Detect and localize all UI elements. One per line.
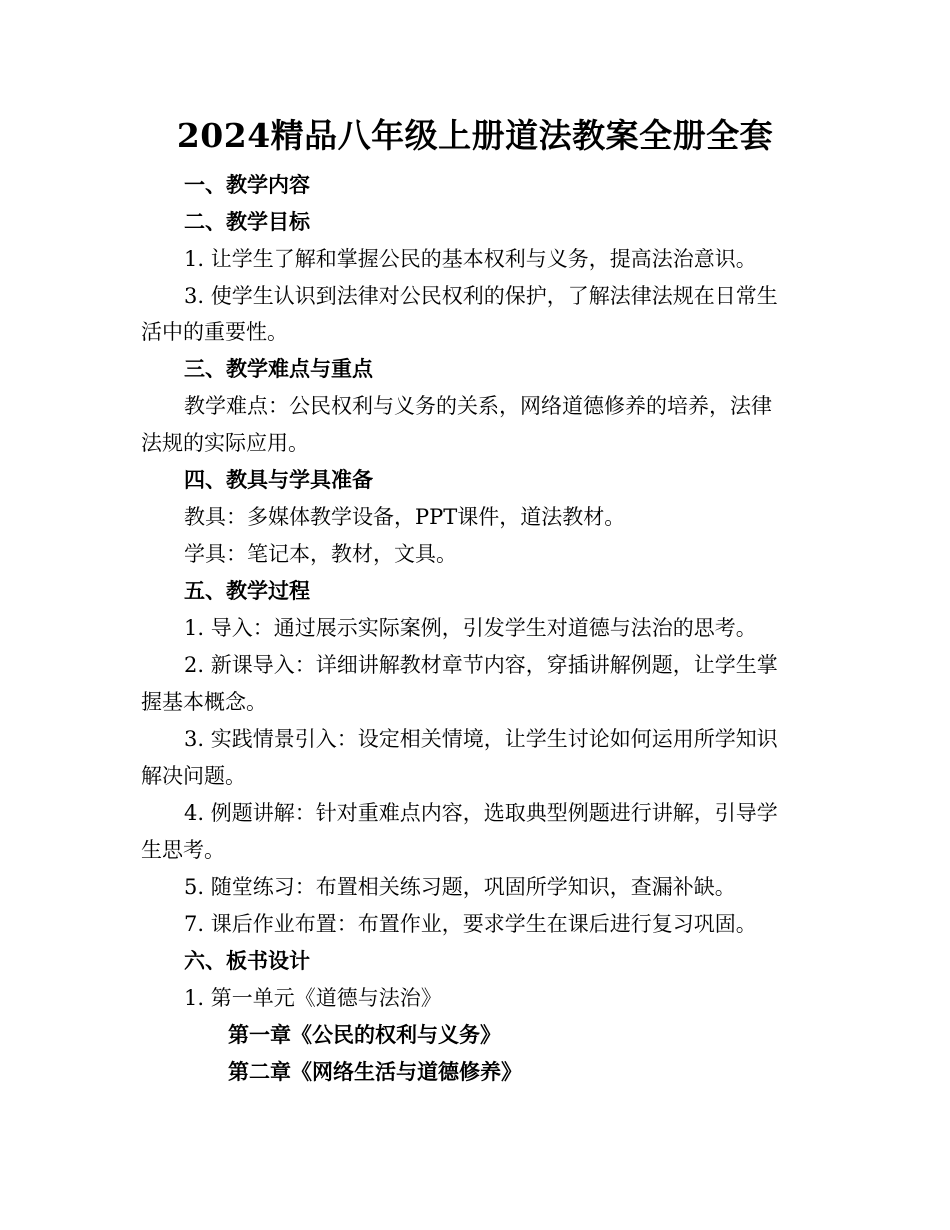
section-heading-teaching-goals: 二、教学目标 [184,209,310,234]
paragraph-line: 教学难点：公民权利与义务的关系，网络道德修养的培养，法律 [184,394,772,418]
section-heading-board-design: 六、板书设计 [184,948,310,973]
chapter-line: 第一章《公民的权利与义务》 [228,1022,501,1047]
paragraph-line: 5. 随堂练习：布置相关练习题，巩固所学知识，查漏补缺。 [184,875,736,899]
paragraph-line: 握基本概念。 [141,690,267,714]
paragraph-line: 2. 新课导入：详细讲解教材章节内容，穿插讲解例题，让学生掌 [184,653,778,677]
section-heading-teaching-aids: 四、教具与学具准备 [184,467,373,492]
paragraph-line: 解决问题。 [141,764,246,788]
paragraph-line: 学具：笔记本，教材，文具。 [184,542,457,566]
paragraph-line: 生思考。 [141,838,225,862]
section-heading-difficulties: 三、教学难点与重点 [184,356,373,381]
paragraph-line: 3. 实践情景引入：设定相关情境，让学生讨论如何运用所学知识 [184,727,778,751]
paragraph-line: 3. 使学生认识到法律对公民权利的保护，了解法律法规在日常生 [184,284,778,308]
paragraph-line: 1. 让学生了解和掌握公民的基本权利与义务，提高法治意识。 [184,247,757,271]
paragraph-line: 教具：多媒体教学设备，PPT课件，道法教材。 [184,505,626,529]
paragraph-line: 法规的实际应用。 [141,431,309,455]
paragraph-line: 活中的重要性。 [141,320,288,344]
paragraph-line: 1. 导入：通过展示实际案例，引发学生对道德与法治的思考。 [184,616,757,640]
document-title: 2024精品八年级上册道法教案全册全套 [176,116,774,155]
section-heading-teaching-process: 五、教学过程 [184,578,310,603]
paragraph-line: 7. 课后作业布置：布置作业，要求学生在课后进行复习巩固。 [184,912,757,936]
chapter-line: 第二章《网络生活与道德修养》 [228,1059,522,1084]
paragraph-line: 4. 例题讲解：针对重难点内容，选取典型例题进行讲解，引导学 [184,801,778,825]
section-heading-teaching-content: 一、教学内容 [184,172,310,197]
paragraph-line: 1. 第一单元《道德与法治》 [184,986,442,1010]
